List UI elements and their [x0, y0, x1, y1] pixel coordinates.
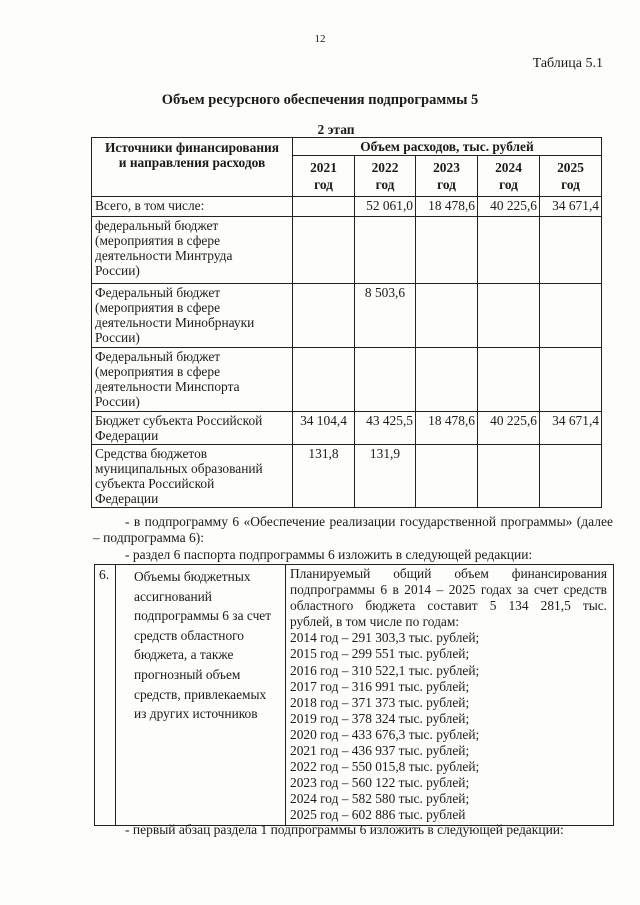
year-amount-line: 2023 год – 560 122 тыс. рублей; [290, 775, 470, 791]
value-cell: 40 225,6 [478, 412, 540, 445]
value-cell [416, 348, 478, 412]
value-cell: 34 671,4 [540, 412, 602, 445]
year-amount-line: 2016 год – 310 522,1 тыс. рублей; [290, 662, 480, 678]
passport-table [94, 564, 614, 826]
year-amount-line: 2019 год – 378 324 тыс. рублей; [290, 710, 470, 726]
source-column-header: Источники финансирования и направления расходов [92, 138, 293, 197]
value-cell: 18 478,6 [416, 197, 478, 217]
source-cell: федеральный бюджет (мероприятия в сфере деятельности Минтруда России) [92, 217, 293, 284]
table-row [92, 217, 602, 284]
value-cell: 34 104,4 [293, 412, 355, 445]
value-cell [416, 284, 478, 348]
value-cell: 131,9 [355, 445, 416, 508]
value-cell: 18 478,6 [416, 412, 478, 445]
passport-row-number: 6. [95, 565, 116, 826]
value-cell [416, 445, 478, 508]
year-amount-line: 2014 год – 291 303,3 тыс. рублей; [290, 630, 480, 646]
table-row [92, 197, 602, 217]
source-cell: Всего, в том числе: [92, 197, 293, 217]
value-cell: 131,8 [293, 445, 355, 508]
value-cell [478, 445, 540, 508]
resource-table [91, 137, 602, 508]
value-cell [478, 217, 540, 284]
year-amount-line: 2025 год – 602 886 тыс. рублей [290, 807, 466, 823]
page-number: 12 [314, 33, 326, 45]
value-cell [540, 284, 602, 348]
value-cell [478, 284, 540, 348]
year-amount-line: 2015 год – 299 551 тыс. рублей; [290, 646, 470, 662]
paragraph-subprogram-6: - в подпрограмму 6 «Обеспечение реализации государственной программы» (далее – подпрограмма 6): [93, 514, 613, 545]
table-row [92, 348, 602, 412]
value-cell [540, 217, 602, 284]
table-row [92, 445, 602, 508]
year-header-2024: 2024 год [478, 156, 540, 197]
value-cell [355, 217, 416, 284]
value-cell [293, 217, 355, 284]
source-cell: Средства бюджетов муниципальных образований субъекта Российской Федерации [92, 445, 293, 508]
source-cell: Федеральный бюджет (мероприятия в сфере деятельности Минспорта России) [92, 348, 293, 412]
year-amount-line: 2024 год – 582 580 тыс. рублей; [290, 791, 470, 807]
table-row [92, 284, 602, 348]
year-amount-line: 2018 год – 371 373 тыс. рублей; [290, 694, 470, 710]
volume-column-header: Объем расходов, тыс. рублей [293, 138, 602, 156]
value-cell [293, 348, 355, 412]
value-cell [355, 348, 416, 412]
value-cell [478, 348, 540, 412]
stage-label: 2 этап [317, 122, 355, 137]
value-cell [293, 284, 355, 348]
year-amount-line: 2022 год – 550 015,8 тыс. рублей; [290, 759, 480, 775]
source-cell: Федеральный бюджет (мероприятия в сфере деятельности Минобрнауки России) [92, 284, 293, 348]
year-amount-line: 2020 год – 433 676,3 тыс. рублей; [290, 726, 480, 742]
year-header-2025: 2025 год [540, 156, 602, 197]
value-cell [416, 217, 478, 284]
value-cell [540, 348, 602, 412]
passport-intro: Планируемый общий объем финансирования подпрограммы 6 в 2014 – 2025 годах за счет средств областного бюджета составит 5 134 281,5 тыс. рублей, в том числе по годам: [290, 566, 607, 630]
paragraph-section-1: - первый абзац раздела 1 подпрограммы 6 изложить в следующей редакции: [125, 822, 564, 837]
value-cell: 52 061,0 [355, 197, 416, 217]
passport-year-list [290, 630, 607, 823]
value-cell [540, 445, 602, 508]
year-amount-line: 2021 год – 436 937 тыс. рублей; [290, 743, 470, 759]
value-cell: 40 225,6 [478, 197, 540, 217]
value-cell: 8 503,6 [355, 284, 416, 348]
passport-row-value [286, 565, 614, 826]
year-amount-line: 2017 год – 316 991 тыс. рублей; [290, 678, 470, 694]
paragraph-section-6: - раздел 6 паспорта подпрограммы 6 изложить в следующей редакции: [125, 547, 533, 562]
table-row [92, 412, 602, 445]
year-header-2021: 2021 год [293, 156, 355, 197]
passport-row-name: Объемы бюджетных ассигнований подпрограммы 6 за счет средств областного бюджета, а также прогнозный объем средств, привлекаемых из других источников [116, 565, 286, 826]
value-cell: 34 671,4 [540, 197, 602, 217]
year-header-2023: 2023 год [416, 156, 478, 197]
document-title: Объем ресурсного обеспечения подпрограммы 5 [161, 92, 479, 108]
table-label: Таблица 5.1 [532, 56, 603, 71]
year-header-2022: 2022 год [355, 156, 416, 197]
value-cell: 43 425,5 [355, 412, 416, 445]
source-cell: Бюджет субъекта Российской Федерации [92, 412, 293, 445]
value-cell [293, 197, 355, 217]
